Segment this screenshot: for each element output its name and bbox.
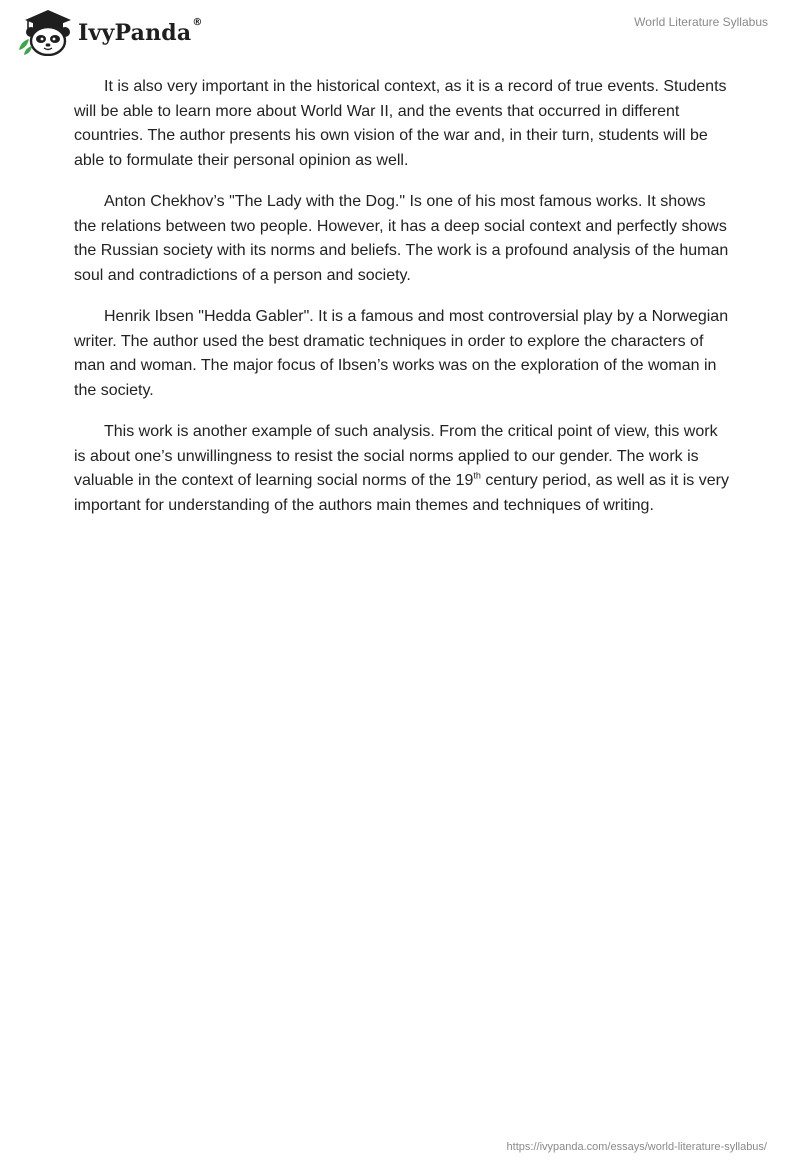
- panda-graduate-icon: [16, 8, 74, 56]
- page-header: [0, 0, 800, 64]
- paragraph-analysis-text-start: This work is another example of such analysis. From the critical point of view, this work is about one’s unwillingness to resist the social norms applied to our gender. The work is valuable in the context of learning social norms of the 19: [74, 423, 718, 489]
- paragraph-ibsen: Henrik Ibsen "Hedda Gabler". It is a famous and most controversial play by a Norwegian writer. The author used the best dramatic techniques in order to explore the characters of man and woman. The major focus of Ibsen’s works was on the exploration of the woman in the society.: [74, 308, 729, 399]
- source-url-link[interactable]: https://ivypanda.com/essays/world-literature-syllabus/: [506, 1141, 767, 1153]
- paragraph-analysis-text-end: century period, as well as it is very important for understanding of the authors main themes and techniques of writing.: [74, 472, 729, 514]
- registered-mark: ®: [192, 17, 203, 28]
- ordinal-suffix: th: [473, 470, 481, 481]
- document-title: World Literature Syllabus: [634, 15, 768, 29]
- essay-body: [74, 75, 730, 535]
- brand-name: IvyPanda®: [78, 17, 203, 46]
- ivypanda-logo[interactable]: [16, 8, 203, 56]
- paragraph-historical-context: It is also very important in the historical context, as it is a record of true events. Students will be able to learn more about World War II, and the events that occurred in different countries. The author presents his own vision of the war and, in their turn, students will be able to formulate their personal opinion as well.: [74, 78, 727, 169]
- paragraph-chekhov: Anton Chekhov’s "The Lady with the Dog." Is one of his most famous works. It shows the relations between two people. However, it has a deep social context and perfectly shows the Russian society with its norms and beliefs. The work is a profound analysis of the human soul and contradictions of a person and society.: [74, 193, 729, 284]
- paragraph-analysis: [74, 420, 730, 518]
